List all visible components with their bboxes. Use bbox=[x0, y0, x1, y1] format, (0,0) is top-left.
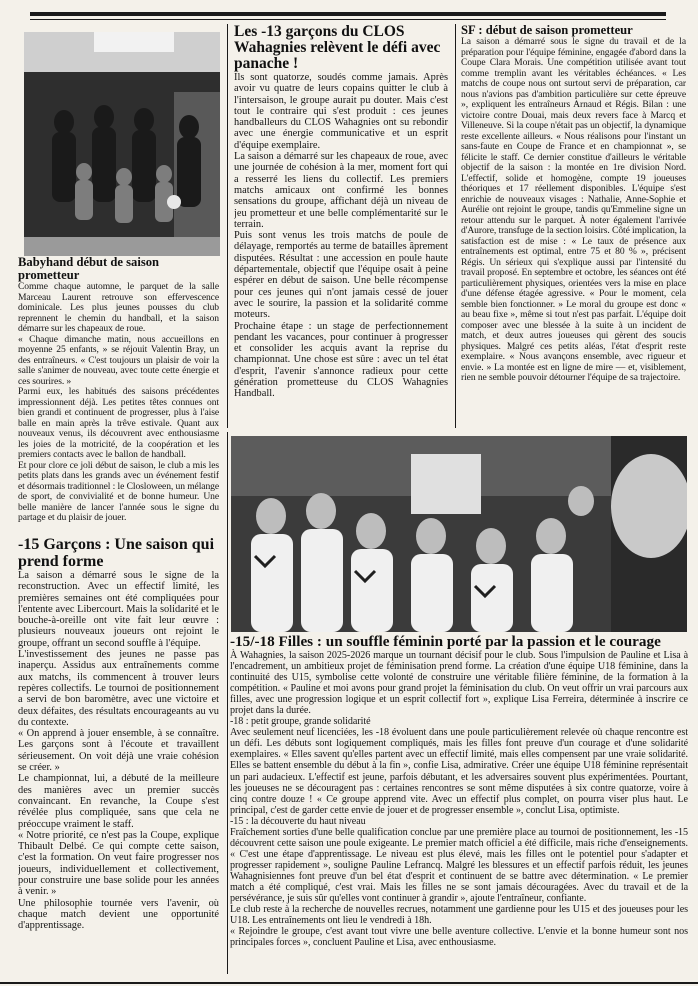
article-filles15-paragraph: Fraîchement sorties d'une belle qualification conclue par une première place au tournoi de positionnement, les -15 découvrent cette saison une poule exigeante. Le premier match officiel a été difficile, mais riche d'enseignements. « C'est une étape d'apprentissage. Le niveau est plus élevé, mais les filles ont le potentiel pour s'adapter et progresser rapidement », souligne Pauline Lefrancq. Malgré les blessures et un effectif parfois réduit, les jeunes Wahagnisiennes font preuve d'un bel état d'esprit et continuent de se battre avec détermination. « Le premier match a été compliqué, c'est vrai. Mais les filles ne se sont jamais découragées. Avec du travail et de la persévérance, je suis sûr qu'elles vont continuer à grandir », ajoute l'entraîneur, confiante. bbox=[230, 826, 688, 905]
top-rule-thin bbox=[30, 19, 666, 20]
article-garcons15-title: -15 Garçons : Une saison qui prend forme bbox=[18, 537, 215, 570]
babyhand-team-photo bbox=[24, 32, 220, 256]
top-rule bbox=[30, 12, 666, 16]
article-garcons13 bbox=[234, 24, 448, 432]
article-garcons15-paragraph: « On apprend à jouer ensemble, à se connaître. Les garçons sont à l'écoute et travaillent sérieusement. On voit déjà une vraie cohésion se créer. » bbox=[18, 728, 219, 774]
article-garcons13-paragraph: Ils sont quatorze, soudés comme jamais. Après avoir vu quatre de leurs copains quitter le club à l'intersaison, le groupe aurait pu douter. Mais c'est tout le contraire qui s'est produit : ces jeunes handballeurs du CLOS Wahagnies ont su rebondir avec une énergie communicative et un esprit d'équipe exemplaire. bbox=[234, 72, 448, 151]
article-garcons13-paragraph: Puis sont venus les trois matchs de poule de délayage, remportés au terme de batailles âprement disputées. Résultat : une accession en poule haute départementale, objectif que l'équipe osait à peine espérer en début de saison. Une belle récompense pour ces jeunes qui n'ont jamais cessé de jouer avec le sourire, la passion et la solidarité comme moteurs. bbox=[234, 230, 448, 321]
article-babyhand bbox=[18, 256, 219, 536]
column-separator-left bbox=[227, 24, 228, 428]
article-filles15-paragraph: À Wahagnies, la saison 2025-2026 marque un tournant décisif pour le club. Sous l'impulsion de Pauline et Lisa à l'encadrement, un ambitieux projet de féminisation prend forme. La création d'une équipe U18 féminine, dans la continuité des U15, symbolise cette volonté de construire une véritable filière féminine, de la formation à la compétition. « Pauline et moi avons pour grand projet la féminisation du club. On veut offrir un vrai parcours aux filles, avec une progression logique et un esprit collectif fort », explique Lisa Ferreira, déterminée à inscrire ce projet dans la durée. bbox=[230, 650, 688, 717]
article-garcons13-paragraph: Prochaine étape : un stage de perfectionnement pendant les vacances, pour continuer à progresser et consolider les acquis avant la reprise du championnat. Une chose est sûre : avec un tel état d'esprit, l'avenir s'annonce radieux pour cette génération prometteuse du CLOS Wahagnies Handball. bbox=[234, 320, 448, 400]
article-garcons15-paragraph: « Notre priorité, ce n'est pas la Coupe, explique Thibault Delbé. Ce qui compte cette saison, c'est la formation. On veut faire progresser nos joueurs, individuellement et collectivement, pour construire une base solide pour les années à venir. » bbox=[18, 829, 219, 898]
article-sf-paragraph: La saison a démarré sous le signe du travail et de la préparation pour l'équipe féminine, engagée d'abord dans la Coupe Clara Morais. Une compétition utilisée avant tout comme tremplin avant les véritables échéances. « Les matchs de coupe nous ont surtout servi de préparation, car nous n'avions pas d'ambition particulière sur cette épreuve », expliquent les entraîneurs Arnaud et Régis. Bilan : une victoire contre Douai, mais deux revers face à Marcq et Villeneuve. Si la coupe n'était pas un objectif, la dynamique reste excellente ailleurs. « Nous réalisons pour l'instant un sans-faute en Coupe de France et en championnat », se félicite le staff. Ce dernier constitue d'ailleurs le véritable objectif de la saison : la montée en 1re division Nord. L'effectif, solide et homogène, compte 19 joueuses théoriques et 17 réellement disponibles. L'équipe s'est enrichie de nouveaux visages : Nathalie, Anne-Sophie et Aurélie ont rejoint le groupe, tandis qu'Emmeline signe un retour attendu sur le parquet. À noter également l'arrivée d'Aurore, transfuge de la section loisirs. Côté implication, la satisfaction est de mise : « Le taux de présence aux entraînements est optimal, entre 75 et 80 % », précisent Régis. Un sérieux qui s'explique aussi par l'intensité du travail proposé. En septembre et octobre, les séances ont été particulièrement physiques, orientées vers la mise en place d'une défense étagée agressive. « Pour le moment, cela semble bien fonctionner. » Le moral du groupe est donc « au beau fixe », même si tout n'est pas parfait. L'équipe doit composer avec une blessée à la suite à un incident de match, et deux autres joueuses qui gèrent des soucis physiques. Malgré ces petits aléas, l'état d'esprit reste exemplaire. « Nous avançons ensemble, avec rigueur et envie. » La montée est en ligne de mire — et, visiblement, rien ne semble pouvoir détourner l'équipe de sa trajectoire. bbox=[461, 36, 686, 383]
article-babyhand-paragraph: Comme chaque automne, le parquet de la salle Marceau Laurent retrouve son effervescence dominicale. Les plus jeunes pousses du club reprennent le chemin du handball, et la saison démarre sur les chapeaux de roue. bbox=[18, 281, 219, 334]
article-garcons13-title: Les -13 garçons du CLOS Wahagnies relèvent le défi avec panache ! bbox=[234, 24, 441, 72]
babyhand-photo-image bbox=[24, 32, 220, 256]
article-garcons13-paragraph: La saison a démarré sur les chapeaux de roue, avec une journée de cohésion à la mer, moment fort qui a resserré les liens du collectif. Les premiers matchs amicaux ont confirmé les bonnes sensations du groupe, affichant déjà un niveau de jeu prometteur et une belle complémentarité sur le terrain. bbox=[234, 151, 448, 230]
article-filles15-title: -15/-18 Filles : un souffle féminin porté par la passion et le courage bbox=[230, 634, 661, 650]
article-filles15-paragraph: Le club reste à la recherche de nouvelles recrues, notamment une gardienne pour les U15 et des joueuses pour les U18. Les entraînements ont lieu le vendredi à 18h. bbox=[230, 904, 688, 927]
filles-photo-image bbox=[231, 436, 687, 632]
article-babyhand-paragraph: « Chaque dimanche matin, nous accueillons en moyenne 25 enfants, » se réjouit Valentin Bray, un des entraîneurs. « C'est toujours un plaisir de voir la salle s'animer de nouveau, avec toute cette énergie et ces sourires. » bbox=[18, 333, 219, 387]
article-babyhand-paragraph: Parmi eux, les habitués des saisons précédentes impressionnent déjà. Les petites têtes connues ont bien grandi et continuent de progresser, plus à l'aise balle en main après la trêve estivale. Quant aux nouveaux venus, ils découvrent avec enthousiasme les joies de la motricité, de la coopération et les premiers contacts avec le ballon de handball. bbox=[18, 386, 219, 460]
article-babyhand-paragraph: Et pour clore ce joli début de saison, le club a mis les petits plats dans les grands avec un événement festif et désormais traditionnel : le Closloween, un mélange de sport, de convivialité et de bonne humeur. Une belle manière de lancer l'année sous le signe du partage et du plaisir de jouer. bbox=[18, 459, 219, 523]
article-garcons15-paragraph: Le championnat, lui, a débuté de la meilleure des manières avec un premier succès convaincant. En revanche, la Coupe s'est révélée plus compliquée, sans que cela ne préoccupe vraiment le staff. bbox=[18, 773, 219, 830]
article-garcons15-paragraph: La saison a démarré sous le signe de la reconstruction. Avec un effectif limité, les premières semaines ont été compliquées pour l'entente avec Libercourt. Mais la solidarité et le bouche-à-oreille ont vite fait leur œuvre : plusieurs nouveaux joueurs ont rejoint le groupe, offrant un second souffle à l'équipe. bbox=[18, 570, 219, 649]
article-sf-title: SF : début de saison prometteur bbox=[461, 24, 633, 37]
article-sf bbox=[461, 24, 686, 432]
article-filles15-paragraph: Avec seulement neuf licenciées, les -18 évoluent dans une poule particulièrement relevée où chaque rencontre est un défi. Les débuts sont logiquement compliqués, mais les filles font preuve d'un courage et d'une solidarité exemplaires. « Elles savent qu'elles partent avec un effectif limité, mais elles compensent par une vraie solidarité. Elles se battent ensemble du début à la fin », confie Lisa, admirative. Créer une équipe U18 féminine représentait un pari audacieux. L'effectif est jeune, parfois débutant, et les adversaires souvent plus expérimentées. Pourtant, les joueuses ne se découragent pas : certaines rencontres se sont même disputées à six contre quatorze, voire à cinq contre douze ! « Ce groupe apprend vite. Avec un effectif plus complet, on pourra viser plus haut. Le principal, c'est de garder cette envie de jouer et de progresser ensemble », conclut Lisa, optimiste. bbox=[230, 727, 688, 816]
article-garcons15-paragraph: L'investissement des jeunes ne passe pas inaperçu. Assidus aux entraînements comme aux matchs, ils commencent à trouver leurs repères collectifs. Le tournoi de positionnement a servi de bon baromètre, avec une victoire et deux défaites, des résultats encourageants au vu du contexte. bbox=[18, 649, 219, 728]
article-filles15-subheading: -15 : la découverte du haut niveau bbox=[230, 815, 366, 827]
filles-team-photo bbox=[231, 436, 687, 632]
article-filles15-paragraph: « Rejoindre le groupe, c'est avant tout vivre une belle aventure collective. L'envie et la bonne humeur sont nos principales forces », concluent Pauline et Lisa, avec enthousiasme. bbox=[230, 926, 688, 949]
article-filles15-subheading: -18 : petit groupe, grande solidarité bbox=[230, 716, 371, 728]
article-garcons15-paragraph: Une philosophie tournée vers l'avenir, où chaque match devient une opportunité d'apprentissage. bbox=[18, 897, 219, 932]
article-garcons15 bbox=[18, 537, 219, 977]
bottom-rule bbox=[0, 982, 698, 984]
column-separator-right bbox=[455, 24, 456, 428]
article-filles15 bbox=[230, 634, 688, 980]
column-separator-lower bbox=[227, 432, 228, 974]
article-babyhand-title: Babyhand début de saison prometteur bbox=[18, 256, 160, 282]
